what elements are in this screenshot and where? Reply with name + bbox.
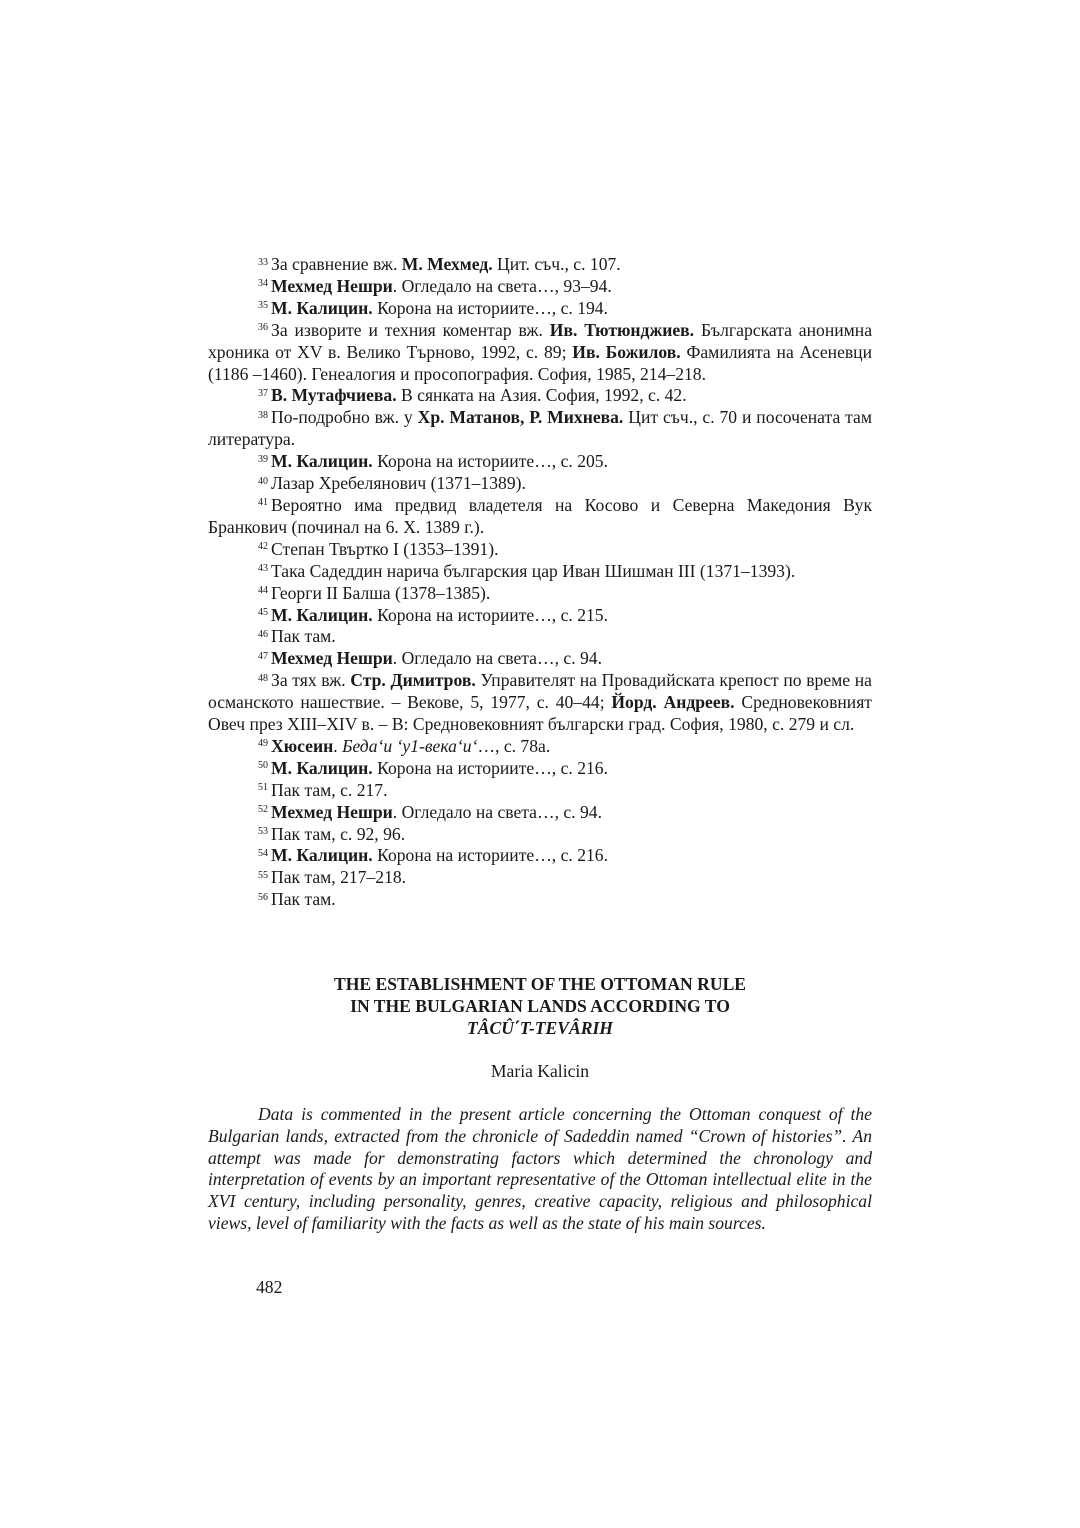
footnote-text: . Огледало на света…, 93–94.	[392, 275, 612, 296]
footnote-text: Пак там.	[271, 889, 336, 910]
footnote-text: Георги II Балша (1378–1385).	[271, 582, 491, 603]
footnote-number: 42	[258, 541, 268, 553]
footnote-text: Средновековният Овеч през XIII–XIV в. – В: Средновековният български град. София, 1980, с. 279 и сл.	[208, 692, 872, 735]
footnote-51	[208, 780, 872, 802]
footnote-number: 53	[258, 826, 268, 838]
footnote-text: Степан Твъртко I (1353–1391).	[271, 538, 499, 559]
summary-title	[208, 974, 872, 1039]
footnote-author: М. Мехмед.	[401, 254, 493, 274]
footnote-number: 33	[258, 256, 268, 268]
footnote-author: Йорд. Андреев.	[611, 692, 735, 713]
footnote-text: Пак там, с. 217.	[271, 779, 388, 800]
footnote-italic-title: Беда‘и ‘у1-века‘и‘	[342, 735, 478, 756]
footnote-45	[208, 605, 872, 627]
footnote-number: 39	[258, 453, 268, 465]
footnote-number: 34	[258, 278, 268, 290]
footnote-41	[208, 495, 872, 539]
footnote-text: Цит. съч., с. 107.	[492, 254, 621, 274]
footnote-50	[208, 758, 872, 780]
footnote-text: За сравнение вж.	[271, 254, 402, 274]
footnote-text: За тях вж.	[271, 670, 351, 691]
footnote-author: Ив. Тютюнджиев.	[549, 319, 695, 340]
summary-title-line-3: TÂCÛ΄T-TEVÂRIH	[467, 1017, 613, 1038]
footnote-39	[208, 451, 872, 473]
footnote-author: Хюсеин	[271, 735, 334, 756]
footnote-number: 48	[258, 672, 268, 684]
footnote-number: 46	[258, 628, 268, 640]
footnote-52	[208, 802, 872, 824]
footnote-number: 41	[258, 497, 268, 509]
footnote-56	[208, 889, 872, 911]
footnote-author: В. Мутафчиева.	[271, 385, 397, 406]
footnote-42	[208, 539, 872, 561]
footnotes-list	[208, 254, 872, 911]
footnote-number: 45	[258, 607, 268, 618]
footnote-53	[208, 824, 872, 846]
footnote-number: 43	[258, 563, 268, 575]
footnote-number: 44	[258, 585, 268, 597]
footnote-text: За изворите и техния коментар вж.	[271, 319, 550, 340]
footnote-38	[208, 407, 872, 451]
footnote-text: Управителят на Провадийската крепост по време на османското нашествие. – Векове, 5, 1977, с. 40–44;	[208, 670, 872, 713]
footnote-author: Мехмед Нешри	[271, 648, 393, 669]
footnote-number: 49	[258, 738, 268, 750]
footnote-author: М. Калицин.	[271, 451, 373, 472]
footnote-number: 36	[258, 322, 268, 334]
footnote-author: Стр. Димитров.	[350, 670, 476, 691]
footnote-number: 47	[258, 650, 268, 662]
footnote-text: Корона на историите…, с. 194.	[372, 297, 608, 318]
footnote-author: Хр. Матанов, Р. Михнева.	[417, 407, 624, 428]
footnote-text: . Огледало на света…, с. 94.	[392, 648, 602, 669]
footnote-text: Корона на историите…, с. 215.	[372, 604, 608, 625]
footnote-text: Така Садеддин нарича българския цар Иван Шишман III (1371–1393).	[271, 560, 796, 581]
footnote-36	[208, 320, 872, 386]
footnote-text: Пак там, с. 92, 96.	[271, 823, 406, 844]
footnote-text: Цит съч., с. 70 и посочената там литература.	[208, 407, 872, 450]
footnote-text: Лазар Хребелянович (1371–1389).	[271, 473, 526, 494]
footnote-author: М. Калицин.	[271, 604, 373, 625]
footnote-author: Мехмед Нешри	[271, 801, 393, 822]
footnote-44	[208, 583, 872, 605]
footnote-text: .	[333, 735, 343, 756]
footnote-author: М. Калицин.	[271, 297, 373, 318]
footnote-55	[208, 867, 872, 889]
footnote-author: М. Калицин.	[271, 845, 373, 866]
footnote-49	[208, 736, 872, 758]
footnote-46	[208, 626, 872, 648]
footnote-author: М. Калицин.	[271, 757, 373, 778]
footnote-number: 50	[258, 760, 268, 772]
footnote-text: . Огледало на света…, с. 94.	[392, 801, 602, 822]
footnote-number: 51	[258, 782, 268, 794]
footnote-43	[208, 561, 872, 583]
footnote-number: 37	[258, 387, 268, 399]
abstract-paragraph: Data is commented in the present article concerning the Ottoman conquest of the Bulgarian lands, extracted from the chronicle of Sadeddin named “Crown of histories”. An attempt was made for demonstrating factors which determined the chronology and interpretation of events by an important representative of the Ottoman intellectual elite in the XVI century, including personality, genres, creative capacity, religious and philosophical views, level of familiarity with the facts as well as the state of his main sources.	[208, 1104, 872, 1233]
footnote-48	[208, 670, 872, 736]
footnote-text: Корона на историите…, с. 216.	[372, 845, 608, 866]
footnote-number: 38	[258, 409, 268, 421]
footnote-33	[208, 254, 872, 276]
footnote-text: Корона на историите…, с. 205.	[372, 451, 608, 472]
footnote-text: …, с. 78а.	[477, 735, 551, 756]
footnote-text: Вероятно има предвид владетеля на Косово и Северна Македония Вук Бранкович (починал на 6. X. 1389 г.).	[208, 494, 872, 537]
footnote-54	[208, 845, 872, 867]
footnote-text: По-подробно вж. у	[271, 407, 418, 428]
footnote-text: Пак там, 217–218.	[271, 867, 407, 888]
footnote-text: Пак там.	[271, 626, 336, 647]
footnote-34	[208, 276, 872, 298]
footnote-number: 54	[258, 847, 268, 859]
footnote-40	[208, 473, 872, 495]
footnote-author: Ив. Божилов.	[572, 341, 681, 362]
footnote-number: 52	[258, 804, 268, 816]
author-name: Maria Kalicin	[490, 1061, 590, 1081]
footnote-35	[208, 298, 872, 320]
footnote-number: 55	[258, 869, 268, 881]
footnote-text: Българската анонимна хроника от XV в. Велико Търново, 1992, с. 89;	[208, 319, 873, 362]
footnote-text: Корона на историите…, с. 216.	[372, 757, 608, 778]
footnote-number: 40	[258, 475, 268, 487]
footnote-number: 35	[258, 300, 268, 312]
page-number: 482	[256, 1277, 283, 1297]
summary-title-line-1: THE ESTABLISHMENT OF THE OTTOMAN RULE	[333, 974, 747, 994]
footnote-author: Мехмед Нешри	[271, 275, 393, 296]
footnote-number: 56	[258, 891, 268, 903]
footnote-37	[208, 385, 872, 407]
footnote-47	[208, 648, 872, 670]
summary-title-line-2: IN THE BULGARIAN LANDS ACCORDING TO	[350, 995, 730, 1016]
footnote-text: Фамилията на Асеневци (1186 –1460). Генеалогия и просопография. София, 1985, 214–218.	[208, 341, 873, 384]
footnote-text: В сянката на Азия. София, 1992, с. 42.	[396, 385, 687, 406]
